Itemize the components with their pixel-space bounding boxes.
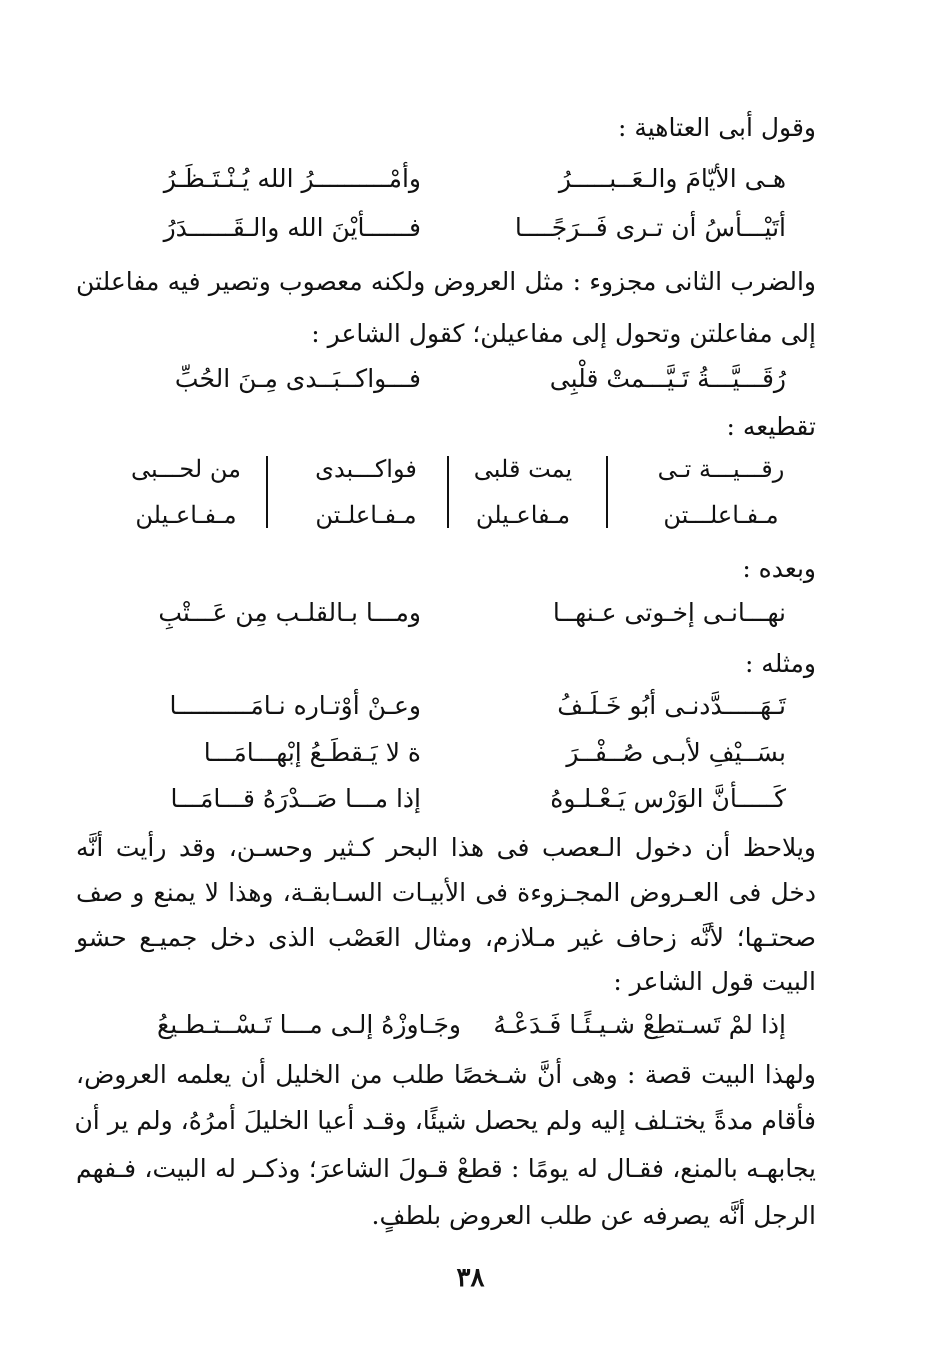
paragraph-line: والضرب الثانى مجزوء : مثل العروض ولكنه معصوب وتصير فيه مفاعلتن (76, 267, 816, 296)
taqti-word-cell: يمت قلبى (473, 455, 573, 483)
example-label: ومثله : (744, 649, 816, 678)
paragraph-line: دخل فى العـروض المجـزوءة فى الأبيـات السـابقـة، وهذا لا يمنع و صف (76, 878, 816, 907)
verse-4-line-1-first-hemistich: تَـهَـــــدَّدنـى أبُو خَـلَـفُ (557, 691, 786, 720)
taqti-word-cell: رقـــيـــة تـى (657, 455, 785, 483)
column-divider (606, 456, 608, 528)
column-divider (266, 456, 268, 528)
paragraph-line: صحتـها؛ لأنَّه زحاف غير مـلازم، ومثال العَصْب الذى دخل جميـع حشو (76, 923, 816, 952)
verse-5-first-hemistich: إذا لمْ تَسـتطِعْ شـيـئًـا فَـدَعْـهُ (493, 1010, 786, 1039)
taqti-meter-cell: مـفـاعلـتن (315, 501, 417, 529)
verse-4-line-2-second-hemistich: ة لا يَـقطَـعُ إبْهـــامَـــا (203, 738, 421, 767)
verse-3-first-hemistich: نهـــانـى إخـوتى عـنهــا (552, 598, 786, 627)
taqti-meter-cell: مـفـاعـيلن (135, 501, 237, 529)
verse-1-line-1-first-hemistich: هـى الأيّامَ والـعَــبـــــرُ (558, 164, 786, 193)
paragraph-line: ويلاحظ أن دخول الـعصب فى هذا البحر كـثير وحسـن، وقد رأيت أنَّه (76, 833, 816, 862)
paragraph-line: يجابهـه بالمنع، فقـال له يومًا : قطعْ قـولَ الشاعرَ؛ وذكـر له البيت، فـفهم (76, 1154, 816, 1183)
verse-intro: وقول أبى العتاهية : (617, 113, 816, 142)
verse-4-line-3-second-hemistich: إذا مـــا صَــدْرَهُ قـــامَـــا (170, 784, 421, 813)
column-divider (447, 456, 449, 528)
paragraph-line: فأقام مدةً يختـلف إليه ولم يحصل شيئًا، وقـد أعيا الخليلَ أمرُهُ، ولم ير أن (74, 1106, 816, 1135)
paragraph-line: البيت قول الشاعر : (613, 967, 816, 996)
verse-2-second-hemistich: فـــواكــبَــدى مِـنَ الحُبِّ (174, 364, 421, 393)
verse-1-line-1-second-hemistich: وأمْــــــــــرُ الله يُـنْـتَـظَـرُ (163, 164, 421, 193)
after-label: وبعده : (742, 554, 816, 583)
verse-5-second-hemistich: وجَـاوزْهُ إلـى مـــا تَـسْــتـطـيعُ (156, 1010, 461, 1039)
verse-4-line-1-second-hemistich: وعـنْ أوْتـاره نـامَــــــــــا (169, 691, 421, 720)
taqti-word-cell: من لحـــبى (131, 455, 241, 483)
verse-4-line-2-first-hemistich: بسَــيْفِ لأبـى صُــفْــرَ (566, 738, 786, 767)
page-number: ٣٨ (456, 1263, 485, 1293)
taqti-word-cell: فواكـــبدى (315, 455, 417, 483)
paragraph-line: الرجل أنَّه يصرفه عن طلب العروض بلطفٍ. (371, 1201, 816, 1230)
taqti-label: تقطيعه : (726, 412, 816, 441)
paragraph-line: ولهذا البيت قصة : وهى أنَّ شـخصًا طلب من الخليل أن يعلمه العروض، (76, 1060, 816, 1089)
paragraph-line: إلى مفاعلتن وتحول إلى مفاعيلن؛ كقول الشاعر : (311, 319, 816, 348)
taqti-meter-cell: مـفاعـيلن (475, 501, 571, 529)
verse-2-first-hemistich: رُقَـــيَّـــةُ تَـيَّـــمتْ قلْبِى (549, 364, 786, 393)
taqti-meter-cell: مـفـاعلـــتن (663, 501, 779, 529)
verse-4-line-3-first-hemistich: كَـــــأنَّ الوَرْس يَـعْـلـوهُ (550, 784, 786, 813)
verse-3-second-hemistich: ومـــا بـالقلـب مِن عَـــتْبِ (158, 598, 421, 627)
verse-1-line-2-first-hemistich: أتَيْـــأسُ أن تـرى فَــرَجًــــا (514, 213, 786, 242)
verse-1-line-2-second-hemistich: فــــــأيْنَ الله والـقَــــــدَرُ (163, 213, 421, 242)
